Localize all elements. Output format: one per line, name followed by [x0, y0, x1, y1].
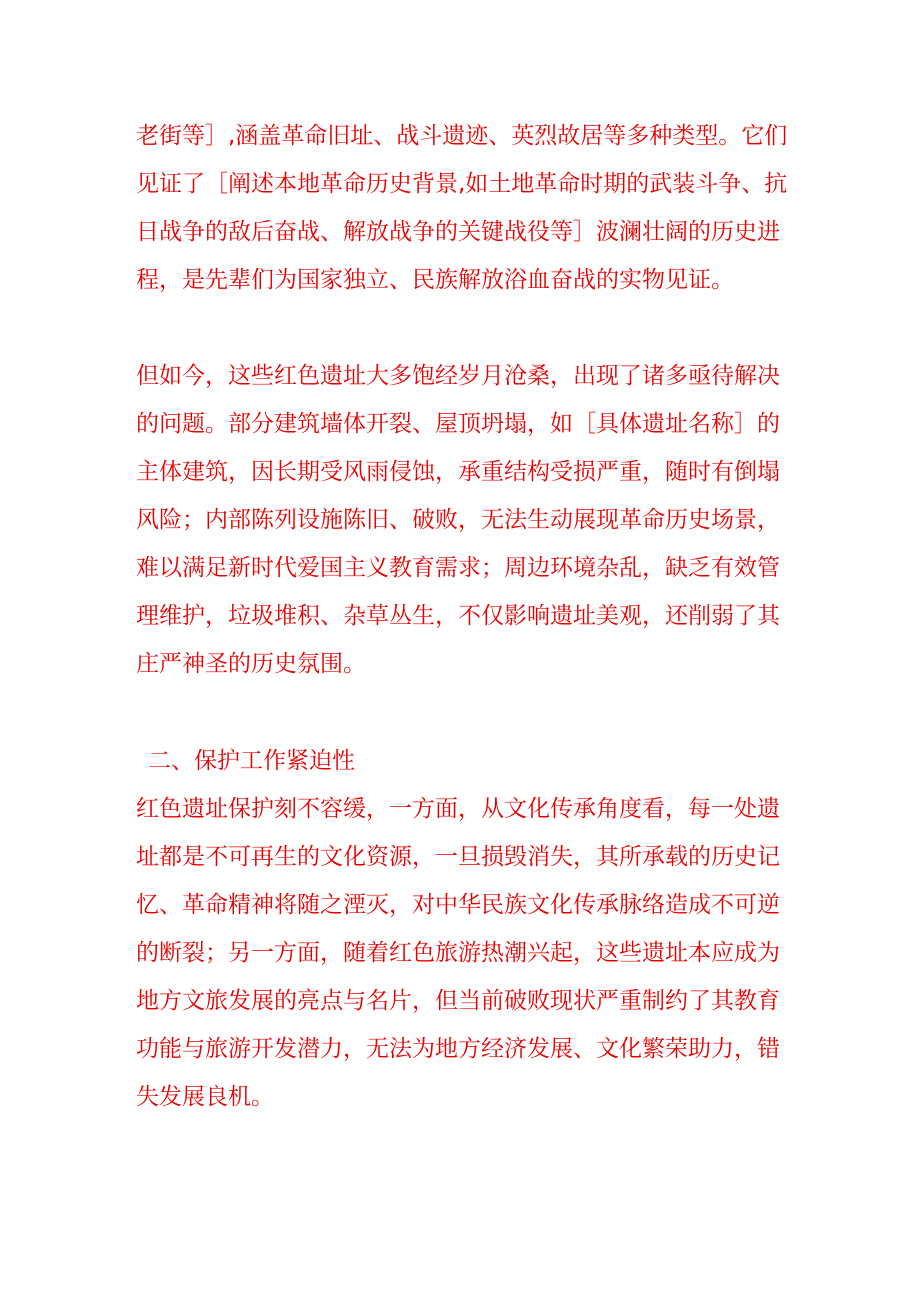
text-line: 风险；内部陈列设施陈旧、破败，无法生动展现革命历史场景，	[136, 507, 780, 533]
text-line: 的问题。部分建筑墙体开裂、屋顶坍塌，如［具体遗址名称］的	[136, 411, 780, 437]
text-line: 址都是不可再生的文化资源，一旦损毁消失，其所承载的历史记	[136, 844, 780, 870]
text-line: 庄严神圣的历史氛围。	[136, 651, 366, 677]
text-line: 忆、革命精神将随之湮灭，对中华民族文化传承脉络造成不可逆	[136, 892, 780, 918]
text-line: 老街等］,涵盖革命旧址、战斗遗迹、英烈故居等多种类型。它们	[136, 123, 788, 149]
text-line: 见证了［阐述本地革命历史背景,如土地革命时期的武装斗争、抗	[136, 171, 788, 197]
paragraph-current-problems	[136, 352, 796, 688]
text-line: 功能与旅游开发潜力，无法为地方经济发展、文化繁荣助力，错	[136, 1036, 780, 1062]
paragraph-site-overview	[136, 112, 796, 304]
text-line: 日战争的敌后奋战、解放战争的关键战役等］波澜壮阔的历史进	[136, 219, 780, 245]
text-line: 程，是先辈们为国家独立、民族解放浴血奋战的实物见证。	[136, 267, 734, 293]
text-line: 难以满足新时代爱国主义教育需求；周边环境杂乱，缺乏有效管	[136, 555, 780, 581]
text-line: 主体建筑，因长期受风雨侵蚀，承重结构受损严重，随时有倒塌	[136, 459, 780, 485]
section-heading: 二、保护工作紧迫性	[148, 748, 355, 774]
text-line: 但如今，这些红色遗址大多饱经岁月沧桑，出现了诸多亟待解决	[136, 363, 780, 389]
text-line: 理维护，垃圾堆积、杂草丛生，不仅影响遗址美观，还削弱了其	[136, 603, 780, 629]
text-line: 的断裂；另一方面，随着红色旅游热潮兴起，这些遗址本应成为	[136, 940, 780, 966]
text-line: 地方文旅发展的亮点与名片，但当前破败现状严重制约了其教育	[136, 988, 780, 1014]
paragraph-urgency	[136, 785, 796, 1121]
text-line: 红色遗址保护刻不容缓，一方面，从文化传承角度看，每一处遗	[136, 796, 780, 822]
text-line: 失发展良机。	[136, 1084, 274, 1110]
